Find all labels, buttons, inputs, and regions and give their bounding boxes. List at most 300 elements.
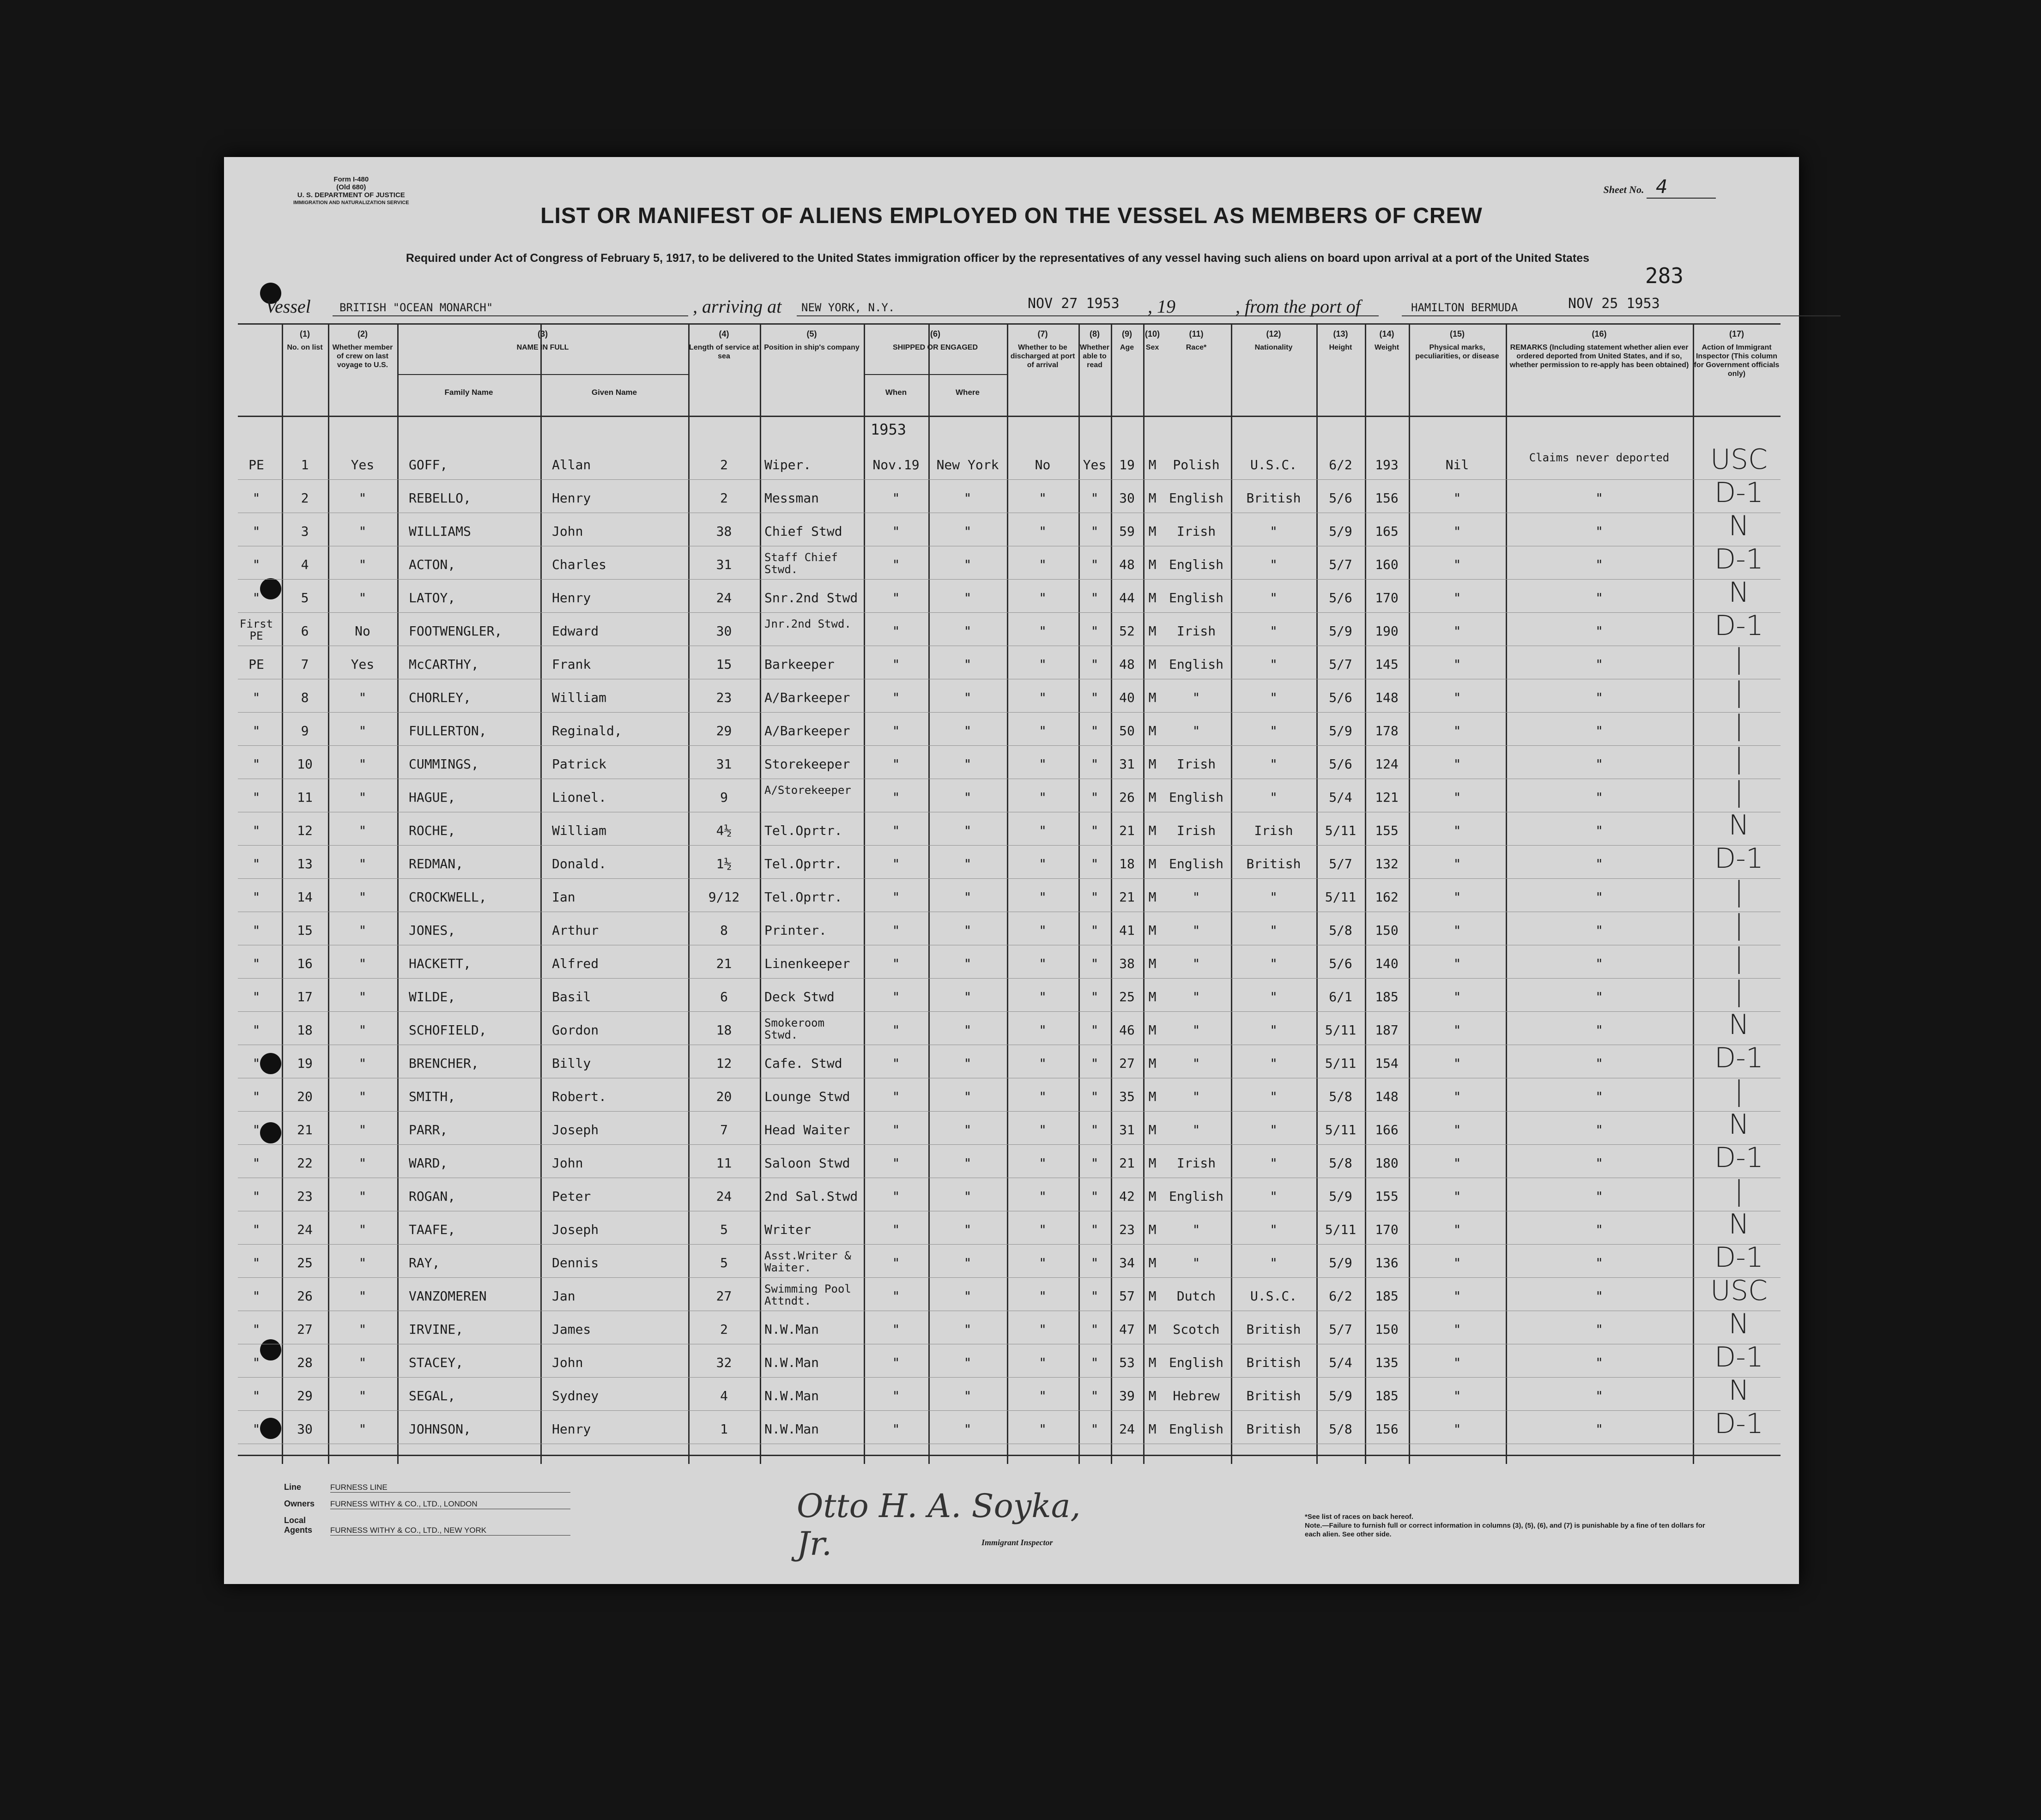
cell-family: REDMAN,	[409, 856, 464, 871]
cell-position: Tel.Oprtr.	[764, 823, 842, 838]
cell-weight: 185	[1375, 989, 1399, 1004]
cell-where: "	[963, 1255, 972, 1270]
cell-height: 5/8	[1329, 1421, 1352, 1437]
cell-read: "	[1090, 623, 1099, 639]
cell-read: "	[1090, 1122, 1099, 1137]
cell-read: "	[1090, 1089, 1099, 1104]
cell-service: 2	[720, 457, 728, 472]
inspector-action: |	[1734, 1075, 1744, 1107]
cell-race: "	[1192, 889, 1200, 905]
cell-where: "	[963, 856, 972, 871]
cell-where: "	[963, 1421, 972, 1437]
cell-position: A/Barkeeper	[764, 723, 850, 738]
cell-last: "	[358, 1288, 367, 1304]
cell-age: 50	[1119, 723, 1135, 738]
cell-family: FOOTWENGLER,	[409, 623, 503, 639]
margin-note: "	[252, 956, 260, 971]
cell-race: Scotch	[1173, 1322, 1220, 1337]
cell-family: CUMMINGS,	[409, 756, 479, 772]
cell-weight: 170	[1375, 1222, 1399, 1237]
cell-last: "	[358, 557, 367, 572]
cell-sex: M	[1148, 1355, 1157, 1370]
cell-disch: "	[1039, 1322, 1047, 1337]
cell-last: "	[358, 524, 367, 539]
cell-remarks: "	[1595, 1189, 1603, 1204]
cell-family: SCHOFIELD,	[409, 1022, 487, 1038]
cell-nat: "	[1270, 923, 1278, 938]
column-header	[864, 323, 1007, 416]
cell-last: "	[358, 1022, 367, 1038]
row-rule	[238, 878, 1781, 879]
cell-age: 48	[1119, 657, 1135, 672]
margin-note: "	[252, 1421, 260, 1437]
cell-given: Joseph	[552, 1222, 599, 1237]
year-stamp: 1953	[871, 421, 907, 438]
inspector-action: D-1	[1714, 477, 1764, 509]
cell-disch: "	[1039, 956, 1047, 971]
cell-family: WILLIAMS	[409, 524, 471, 539]
cell-no: 19	[297, 1056, 313, 1071]
cell-remarks: "	[1595, 623, 1603, 639]
cell-age: 53	[1119, 1355, 1135, 1370]
cell-weight: 124	[1375, 756, 1399, 772]
cell-marks: "	[1453, 1388, 1461, 1403]
cell-race: Irish	[1176, 1155, 1216, 1171]
cell-weight: 145	[1375, 657, 1399, 672]
cell-last: "	[358, 690, 367, 705]
column-label: REMARKS (Including statement whether alien ever ordered deported from United States, and if so, whether permission to re-apply has been obtained)	[1509, 344, 1689, 369]
cell-height: 5/9	[1329, 1255, 1352, 1270]
cell-height: 5/6	[1329, 956, 1352, 971]
cell-service: 30	[716, 623, 732, 639]
cell-read: "	[1090, 1155, 1099, 1171]
cell-read: Yes	[1083, 457, 1107, 472]
cell-nat: "	[1270, 756, 1278, 772]
column-divider	[760, 323, 761, 1464]
cell-where: "	[963, 1322, 972, 1337]
cell-weight: 148	[1375, 690, 1399, 705]
service: IMMIGRATION AND NATURALIZATION SERVICE	[293, 200, 409, 206]
cell-no: 7	[301, 657, 309, 672]
cell-disch: "	[1039, 856, 1047, 871]
column-label: Race*	[1186, 344, 1207, 351]
cell-when: "	[892, 1056, 900, 1071]
cell-service: 23	[716, 690, 732, 705]
cell-height: 6/2	[1329, 1288, 1352, 1304]
page-subtitle: Required under Act of Congress of February 5, 1917, to be delivered to the United States immigration officer by the representatives of any vessel having such aliens on board upon arrival at a port of the United States	[406, 252, 1590, 265]
cell-position: Tel.Oprtr.	[764, 856, 842, 871]
cell-read: "	[1090, 1022, 1099, 1038]
cell-position: Asst.Writer & Waiter.	[764, 1249, 851, 1274]
cell-age: 24	[1119, 1421, 1135, 1437]
row-rule	[238, 1410, 1781, 1411]
column-header	[1506, 323, 1693, 416]
footnote	[1305, 1512, 1720, 1539]
cell-read: "	[1090, 989, 1099, 1004]
cell-nat: British	[1246, 856, 1301, 871]
cell-height: 5/7	[1329, 1322, 1352, 1337]
cell-position: Barkeeper	[764, 657, 835, 672]
cell-age: 34	[1119, 1255, 1135, 1270]
cell-age: 59	[1119, 524, 1135, 539]
cell-height: 5/6	[1329, 490, 1352, 506]
column-number: (2)	[357, 329, 368, 339]
cell-last: "	[358, 1322, 367, 1337]
cell-weight: 150	[1375, 1322, 1399, 1337]
cell-race: Irish	[1176, 823, 1216, 838]
cell-remarks: "	[1595, 756, 1603, 772]
cell-sex: M	[1148, 557, 1157, 572]
cell-family: JOHNSON,	[409, 1421, 471, 1437]
cell-where: "	[963, 1122, 972, 1137]
cell-marks: "	[1453, 557, 1461, 572]
cell-sex: M	[1148, 723, 1157, 738]
owners-value: FURNESS WITHY & CO., LTD., LONDON	[330, 1500, 570, 1509]
row-rule	[238, 1011, 1781, 1012]
column-label: NAME IN FULL	[516, 344, 569, 351]
cell-position: Snr.2nd Stwd	[764, 590, 858, 605]
cell-remarks: "	[1595, 1155, 1603, 1171]
cell-remarks: "	[1595, 1122, 1603, 1137]
cell-disch: "	[1039, 1122, 1047, 1137]
cell-where: "	[963, 790, 972, 805]
cell-where: "	[963, 657, 972, 672]
inspector-action: |	[1734, 942, 1744, 974]
cell-where: "	[963, 989, 972, 1004]
vessel-name: BRITISH "OCEAN MONARCH"	[339, 301, 493, 314]
cell-read: "	[1090, 889, 1099, 905]
cell-where: "	[963, 1388, 972, 1403]
cell-height: 5/6	[1329, 590, 1352, 605]
signature-caption: Immigrant Inspector	[981, 1538, 1053, 1547]
cell-family: LATOY,	[409, 590, 456, 605]
cell-race: English	[1169, 1355, 1223, 1370]
row-rule	[238, 1244, 1781, 1245]
cell-position: Linenkeeper	[764, 956, 850, 971]
cell-service: 18	[716, 1022, 732, 1038]
column-number: (13)	[1333, 329, 1348, 339]
cell-read: "	[1090, 690, 1099, 705]
cell-age: 26	[1119, 790, 1135, 805]
cell-family: SEGAL,	[409, 1388, 456, 1403]
inspector-action: N	[1728, 1108, 1750, 1141]
cell-nat: "	[1270, 590, 1278, 605]
cell-no: 23	[297, 1189, 313, 1204]
cell-sex: M	[1148, 756, 1157, 772]
from-port: HAMILTON BERMUDA	[1411, 301, 1518, 314]
cell-service: 15	[716, 657, 732, 672]
cell-age: 42	[1119, 1189, 1135, 1204]
cell-last: "	[358, 1388, 367, 1403]
column-label: Whether member of crew on last voyage to U.S.	[332, 344, 393, 369]
cell-weight: 156	[1375, 1421, 1399, 1437]
cell-sex: M	[1148, 1388, 1157, 1403]
margin-note: "	[252, 1122, 260, 1137]
column-label: Whether to be discharged at port of arrival	[1010, 344, 1075, 369]
inspector-action: USC	[1710, 443, 1768, 476]
cell-weight: 166	[1375, 1122, 1399, 1137]
cell-age: 18	[1119, 856, 1135, 871]
cell-read: "	[1090, 1388, 1099, 1403]
cell-disch: "	[1039, 590, 1047, 605]
cell-age: 38	[1119, 956, 1135, 971]
crew-table	[238, 323, 1781, 1464]
inspector-action: D-1	[1714, 1241, 1764, 1274]
cell-where: "	[963, 1155, 972, 1171]
cell-read: "	[1090, 956, 1099, 971]
cell-remarks: "	[1595, 889, 1603, 905]
cell-remarks: "	[1595, 690, 1603, 705]
cell-sex: M	[1148, 623, 1157, 639]
page-number: 283	[1645, 263, 1684, 288]
form-number: Form I-480	[333, 175, 369, 183]
cell-family: IRVINE,	[409, 1322, 464, 1337]
cell-marks: "	[1453, 1322, 1461, 1337]
cell-when: "	[892, 1155, 900, 1171]
cell-where: "	[963, 1288, 972, 1304]
cell-when: "	[892, 524, 900, 539]
cell-no: 18	[297, 1022, 313, 1038]
cell-race: Polish	[1173, 457, 1220, 472]
cell-when: "	[892, 1255, 900, 1270]
cell-where: New York	[936, 457, 999, 472]
cell-weight: 187	[1375, 1022, 1399, 1038]
cell-height: 5/8	[1329, 1155, 1352, 1171]
cell-remarks: "	[1595, 1255, 1603, 1270]
cell-when: "	[892, 623, 900, 639]
cell-service: 11	[716, 1155, 732, 1171]
cell-no: 15	[297, 923, 313, 938]
cell-age: 30	[1119, 490, 1135, 506]
cell-service: 7	[720, 1122, 728, 1137]
cell-read: "	[1090, 790, 1099, 805]
cell-sex: M	[1148, 590, 1157, 605]
cell-family: SMITH,	[409, 1089, 456, 1104]
cell-race: "	[1192, 723, 1200, 738]
margin-note: "	[252, 1388, 260, 1403]
column-label: Physical marks, peculiarities, or disease	[1415, 344, 1499, 360]
cell-last: "	[358, 1255, 367, 1270]
margin-note: PE	[248, 457, 264, 472]
cell-weight: 155	[1375, 1189, 1399, 1204]
cell-no: 8	[301, 690, 309, 705]
cell-disch: "	[1039, 923, 1047, 938]
inspector-action: D-1	[1714, 1408, 1764, 1440]
cell-disch: "	[1039, 1155, 1047, 1171]
cell-remarks: "	[1595, 1022, 1603, 1038]
cell-race: "	[1192, 1222, 1200, 1237]
inspector-action: D-1	[1714, 1341, 1764, 1373]
line-value: FURNESS LINE	[330, 1483, 570, 1493]
margin-note: "	[252, 889, 260, 905]
cell-where: "	[963, 956, 972, 971]
cell-weight: 185	[1375, 1388, 1399, 1403]
cell-given: Henry	[552, 590, 591, 605]
cell-weight: 155	[1375, 823, 1399, 838]
cell-given: Edward	[552, 623, 599, 639]
cell-marks: "	[1453, 1255, 1461, 1270]
cell-service: 21	[716, 956, 732, 971]
cell-where: "	[963, 1056, 972, 1071]
cell-position: Swimming Pool Attndt.	[764, 1282, 851, 1307]
cell-race: English	[1169, 557, 1223, 572]
column-number: (12)	[1266, 329, 1281, 339]
cell-remarks: "	[1595, 923, 1603, 938]
cell-given: Frank	[552, 657, 591, 672]
cell-age: 27	[1119, 1056, 1135, 1071]
cell-family: CHORLEY,	[409, 690, 471, 705]
cell-nat: "	[1270, 1089, 1278, 1104]
column-label: Action of Immigrant Inspector (This column for Government officials only)	[1694, 344, 1780, 378]
cell-sex: M	[1148, 889, 1157, 905]
cell-weight: 178	[1375, 723, 1399, 738]
cell-where: "	[963, 623, 972, 639]
cell-age: 19	[1119, 457, 1135, 472]
margin-note: "	[252, 856, 260, 871]
cell-disch: "	[1039, 1022, 1047, 1038]
cell-family: GOFF,	[409, 457, 448, 472]
cell-race: "	[1192, 1056, 1200, 1071]
cell-remarks: "	[1595, 590, 1603, 605]
cell-where: "	[963, 1222, 972, 1237]
column-label: Whether able to read	[1080, 344, 1109, 369]
inspector-action: |	[1734, 909, 1744, 941]
margin-note: "	[252, 490, 260, 506]
cell-remarks: "	[1595, 1421, 1603, 1437]
margin-note: "	[252, 723, 260, 738]
cell-read: "	[1090, 1288, 1099, 1304]
cell-no: 14	[297, 889, 313, 905]
cell-sex: M	[1148, 790, 1157, 805]
cell-read: "	[1090, 557, 1099, 572]
cell-nat: "	[1270, 989, 1278, 1004]
cell-when: "	[892, 723, 900, 738]
cell-service: 32	[716, 1355, 732, 1370]
sheet-label: Sheet No.	[1603, 184, 1644, 195]
column-header	[282, 323, 328, 416]
cell-no: 4	[301, 557, 309, 572]
cell-age: 25	[1119, 989, 1135, 1004]
column-header	[1111, 323, 1143, 416]
cell-family: JONES,	[409, 923, 456, 938]
cell-disch: "	[1039, 1089, 1047, 1104]
cell-height: 5/11	[1325, 1022, 1357, 1038]
cell-where: "	[963, 889, 972, 905]
cell-weight: 165	[1375, 524, 1399, 539]
cell-position: Storekeeper	[764, 756, 850, 772]
cell-sex: M	[1148, 524, 1157, 539]
cell-service: 2	[720, 1322, 728, 1337]
inspector-action: |	[1734, 876, 1744, 908]
margin-note: "	[252, 1355, 260, 1370]
cell-when: "	[892, 557, 900, 572]
cell-service: 12	[716, 1056, 732, 1071]
cell-given: Dennis	[552, 1255, 599, 1270]
inspector-action: D-1	[1714, 1042, 1764, 1074]
race-note: *See list of races on back hereof.	[1305, 1513, 1414, 1521]
margin-note: "	[252, 1222, 260, 1237]
old-form-number: (Old 680)	[336, 183, 366, 191]
cell-sex: M	[1148, 1089, 1157, 1104]
cell-height: 5/11	[1325, 1056, 1357, 1071]
cell-race: "	[1192, 690, 1200, 705]
cell-sex: M	[1148, 1122, 1157, 1137]
cell-position: A/Barkeeper	[764, 690, 850, 705]
cell-weight: 121	[1375, 790, 1399, 805]
cell-when: "	[892, 1089, 900, 1104]
row-rule	[238, 579, 1781, 580]
page-title: LIST OR MANIFEST OF ALIENS EMPLOYED ON THE VESSEL AS MEMBERS OF CREW	[540, 204, 1483, 228]
cell-when: "	[892, 1122, 900, 1137]
cell-where: "	[963, 1355, 972, 1370]
column-label: Position in ship's company	[764, 344, 860, 351]
cell-race: "	[1192, 1089, 1200, 1104]
cell-when: "	[892, 1022, 900, 1038]
inspector-action: N	[1728, 1208, 1750, 1240]
row-rule	[238, 845, 1781, 846]
column-header	[1316, 323, 1365, 416]
column-label: Sex	[1145, 344, 1159, 351]
cell-remarks: "	[1595, 823, 1603, 838]
cell-sex: M	[1148, 989, 1157, 1004]
cell-where: "	[963, 1189, 972, 1204]
cell-family: CROCKWELL,	[409, 889, 487, 905]
cell-no: 30	[297, 1421, 313, 1437]
cell-when: "	[892, 1189, 900, 1204]
cell-no: 27	[297, 1322, 313, 1337]
cell-height: 5/4	[1329, 1355, 1352, 1370]
cell-nat: U.S.C.	[1250, 457, 1297, 472]
cell-disch: "	[1039, 524, 1047, 539]
margin-note: "	[252, 756, 260, 772]
cell-family: McCARTHY,	[409, 657, 479, 672]
cell-nat: "	[1270, 1255, 1278, 1270]
column-number: (16)	[1592, 329, 1607, 339]
cell-marks: "	[1453, 889, 1461, 905]
inspector-action: D-1	[1714, 842, 1764, 875]
cell-where: "	[963, 524, 972, 539]
cell-no: 5	[301, 590, 309, 605]
cell-position: Jnr.2nd Stwd.	[764, 617, 851, 630]
cell-position: Writer	[764, 1222, 812, 1237]
subheader-where: Where	[956, 388, 980, 397]
cell-last: "	[358, 756, 367, 772]
cell-last: "	[358, 1056, 367, 1071]
cell-remarks: "	[1595, 1355, 1603, 1370]
manifest-sheet	[224, 157, 1799, 1584]
cell-family: STACEY,	[409, 1355, 464, 1370]
arrival-date-stamp: NOV 27 1953	[1028, 296, 1120, 312]
cell-no: 9	[301, 723, 309, 738]
cell-when: "	[892, 889, 900, 905]
cell-marks: "	[1453, 1355, 1461, 1370]
cell-read: "	[1090, 490, 1099, 506]
margin-note: "	[252, 790, 260, 805]
cell-where: "	[963, 1089, 972, 1104]
cell-read: "	[1090, 756, 1099, 772]
cell-position: N.W.Man	[764, 1355, 819, 1370]
cell-marks: "	[1453, 1056, 1461, 1071]
cell-marks: "	[1453, 1089, 1461, 1104]
cell-no: 22	[297, 1155, 313, 1171]
cell-disch: "	[1039, 1288, 1047, 1304]
cell-marks: Nil	[1445, 457, 1469, 472]
cell-last: "	[358, 1222, 367, 1237]
cell-marks: "	[1453, 690, 1461, 705]
cell-marks: "	[1453, 1222, 1461, 1237]
owners-label: Owners	[284, 1499, 315, 1508]
cell-disch: "	[1039, 1056, 1047, 1071]
